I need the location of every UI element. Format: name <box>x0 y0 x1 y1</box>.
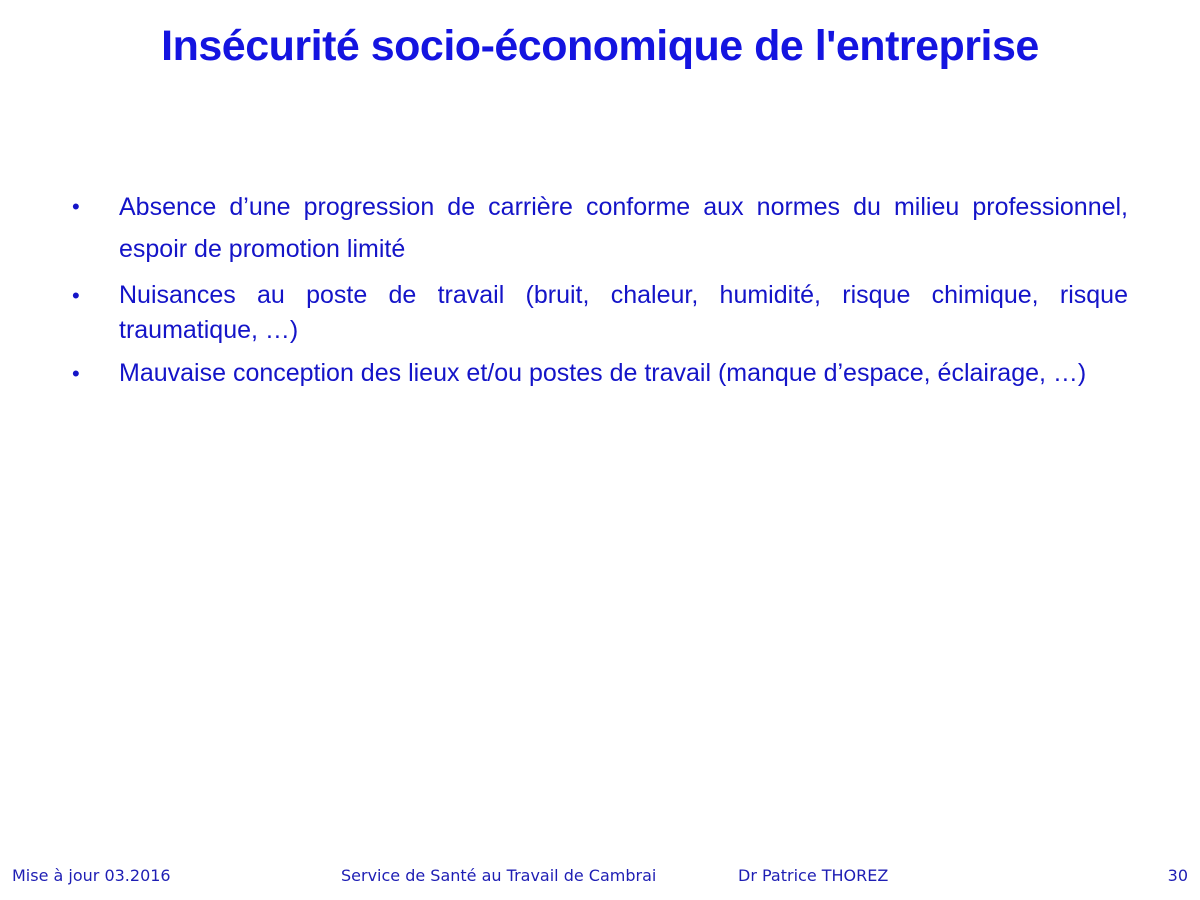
bullet-icon: • <box>72 283 80 308</box>
bullet-text: Nuisances au poste de travail (bruit, chaleur, humidité, risque chimique, risque traumatique, …) <box>119 281 1128 344</box>
bullet-item <box>72 356 1128 391</box>
bullet-item <box>72 278 1128 348</box>
bullet-icon: • <box>72 194 80 219</box>
bullet-text: Absence d’une progression de carrière conforme aux normes du milieu professionnel, espoir de promotion limité <box>119 193 1128 263</box>
bullet-item <box>72 186 1128 270</box>
bullet-text: Mauvaise conception des lieux et/ou postes de travail (manque d’espace, éclairage, …) <box>119 359 1087 387</box>
bullet-list <box>72 186 1128 399</box>
footer-service: Service de Santé au Travail de Cambrai <box>341 866 657 885</box>
slide-title: Insécurité socio-économique de l'entreprise <box>161 22 1039 70</box>
footer-author: Dr Patrice THOREZ <box>738 866 889 885</box>
bullet-icon: • <box>72 361 80 386</box>
footer-page-number: 30 <box>1167 866 1188 885</box>
footer-update-date: Mise à jour 03.2016 <box>12 866 171 885</box>
